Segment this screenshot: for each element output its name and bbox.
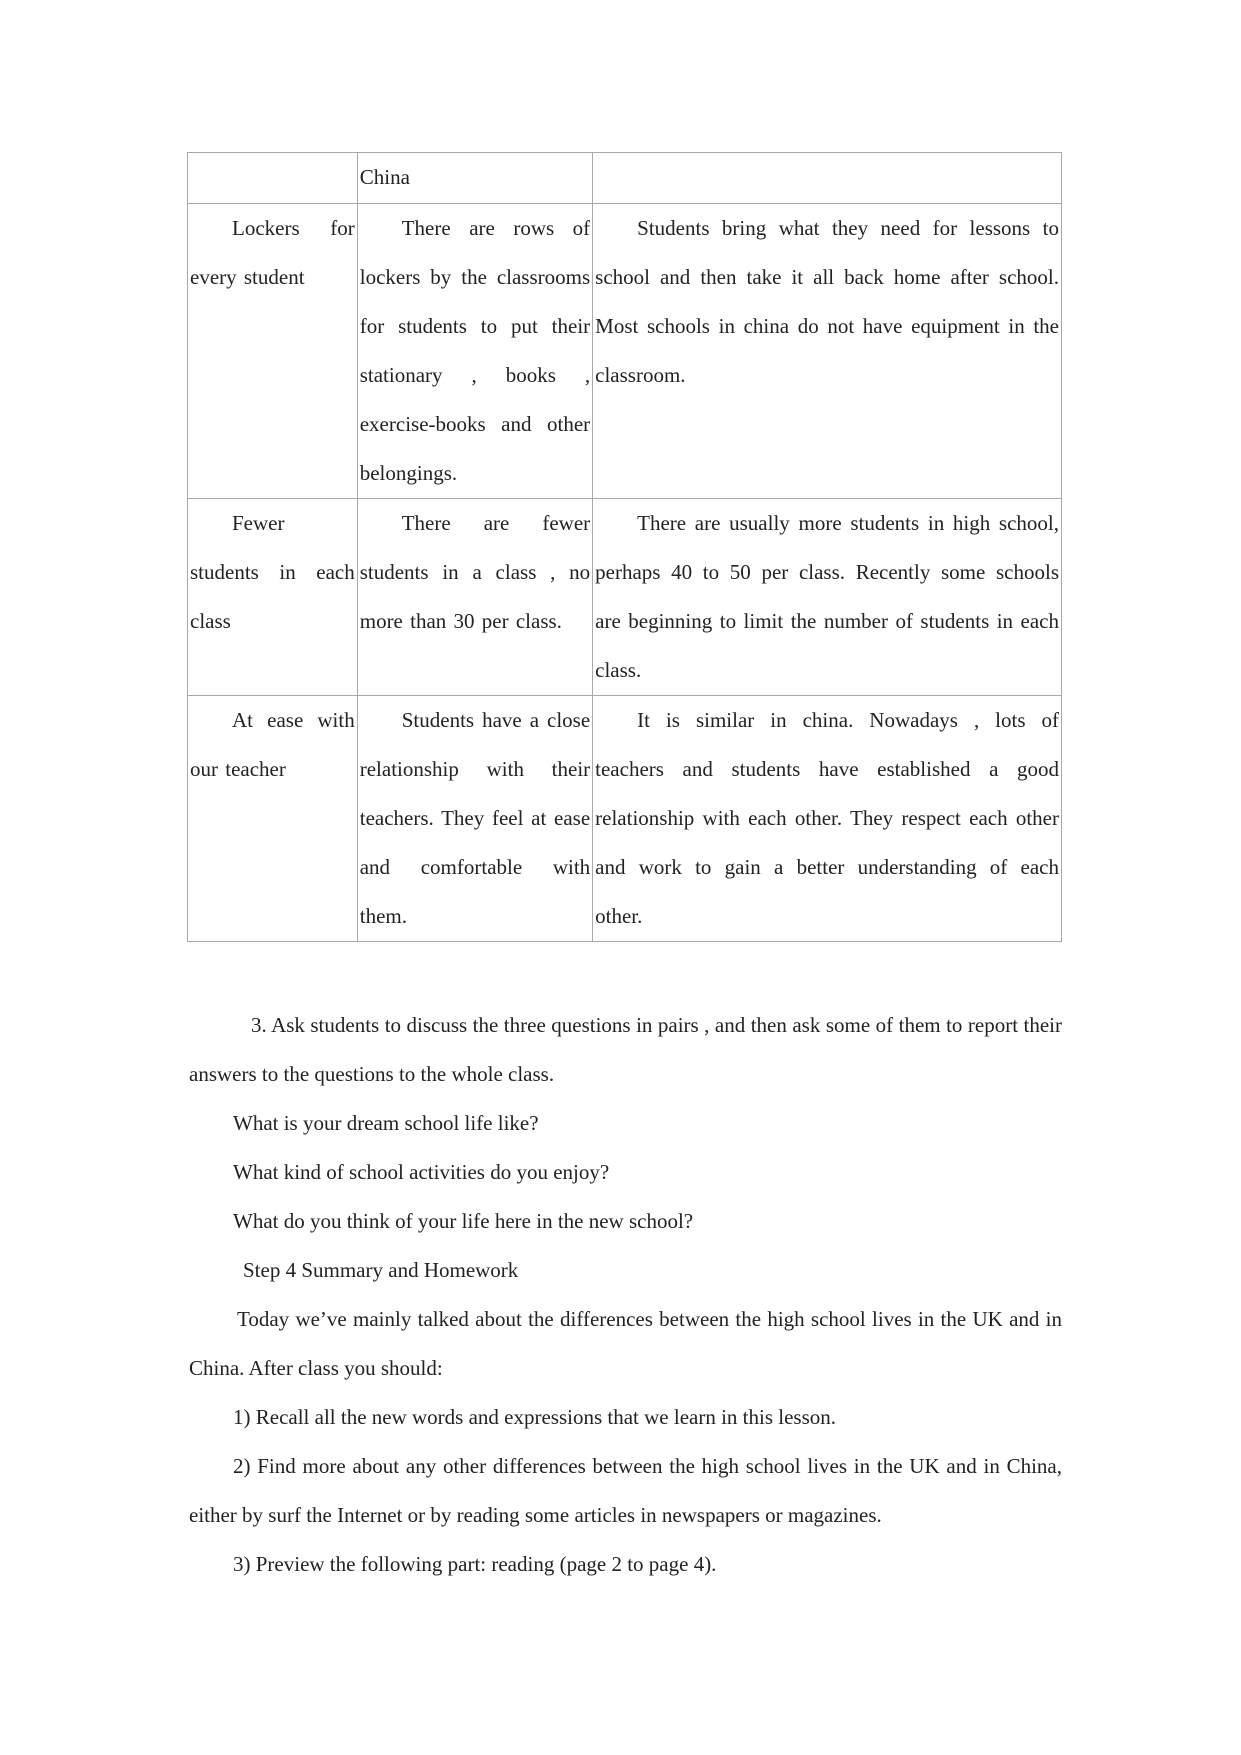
step4-heading: Step 4 Summary and Homework <box>243 1258 519 1282</box>
comparison-table <box>187 152 1062 942</box>
feature-text: At ease with our teacher <box>190 708 355 781</box>
feature-cell <box>188 499 358 696</box>
question-item: What is your dream school life like? <box>233 1111 539 1135</box>
china-text: There are usually more students in high school, perhaps 40 to 50 per class. Recently some schools are beginning to limit the number of students in each class. <box>595 511 1059 682</box>
homework-item: 3) Preview the following part: reading (page 2 to page 4). <box>233 1552 717 1576</box>
feature-text: Lockers for every student <box>190 216 355 289</box>
china-text: It is similar in china. Nowadays , lots of teachers and students have established a good relationship with each other. They respect each other and work to gain a better understanding of each other. <box>595 708 1059 928</box>
header-cell-china: China <box>357 153 592 204</box>
table-row <box>188 696 1062 942</box>
table-row <box>188 204 1062 499</box>
china-cell <box>593 204 1062 499</box>
step3-paragraph: 3. Ask students to discuss the three questions in pairs , and then ask some of them to report their answers to the questions to the whole class. <box>189 1013 1062 1086</box>
table-row <box>188 499 1062 696</box>
uk-text: There are rows of lockers by the classrooms for students to put their stationary , books , exercise-books and other belongings. <box>359 216 591 485</box>
china-cell <box>593 696 1062 942</box>
feature-text: Fewer students in each class <box>190 511 355 633</box>
homework-item: 1) Recall all the new words and expressions that we learn in this lesson. <box>233 1405 837 1429</box>
summary-paragraph: Today we’ve mainly talked about the differences between the high school lives in the UK and in China. After class you should: <box>189 1307 1062 1380</box>
uk-text: There are fewer students in a class , no more than 30 per class. <box>359 511 591 633</box>
china-text: Students bring what they need for lessons to school and then take it all back home after school. Most schools in china do not have equipment in the classroom. <box>595 216 1059 387</box>
header-cell-feature <box>188 153 358 204</box>
uk-cell <box>357 696 592 942</box>
header-cell-comparison <box>593 153 1062 204</box>
china-cell <box>593 499 1062 696</box>
lesson-body <box>189 1001 1062 1589</box>
homework-item: 2) Find more about any other differences between the high school lives in the UK and in China, either by surf the Internet or by reading some articles in newspapers or magazines. <box>189 1454 1062 1527</box>
feature-cell <box>188 696 358 942</box>
uk-cell <box>357 499 592 696</box>
table-header-row <box>188 153 1062 204</box>
feature-cell <box>188 204 358 499</box>
uk-text: Students have a close relationship with their teachers. They feel at ease and comfortable with them. <box>359 708 591 928</box>
question-item: What do you think of your life here in the new school? <box>233 1209 694 1233</box>
question-item: What kind of school activities do you enjoy? <box>233 1160 610 1184</box>
uk-cell <box>357 204 592 499</box>
